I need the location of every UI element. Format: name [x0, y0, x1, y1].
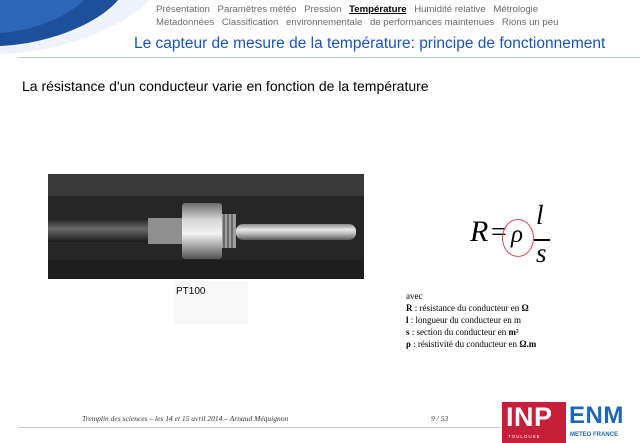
nav-item-performances[interactable]: de performances maintenues	[369, 16, 495, 28]
photo-caption: PT100	[176, 286, 206, 297]
legend-intro: avec	[406, 291, 423, 301]
nav-item-humidite-relative[interactable]: Humidité relative	[414, 4, 486, 15]
resistance-formula	[470, 201, 570, 273]
nav-item-temperature[interactable]: Température	[349, 4, 407, 15]
nav-item-classification[interactable]: Classification	[221, 16, 279, 28]
pt100-photo	[48, 174, 364, 279]
legend-item: ρ : résistivité du conducteur en Ω.m	[406, 339, 537, 349]
nav-item-environnementale[interactable]: environnementale	[286, 16, 363, 28]
inp-logo: INP TOULOUSE	[502, 402, 566, 443]
footer-divider	[18, 427, 500, 428]
nav-item-metadonnees[interactable]: Métadonnées	[156, 16, 215, 28]
main-nav	[156, 4, 626, 29]
logo-swoosh	[0, 0, 150, 58]
nav-item-parametres-meteo[interactable]: Paramètres météo	[217, 4, 297, 15]
formula-denominator: s	[536, 238, 547, 268]
formula-r: R	[470, 215, 489, 248]
nav-item-rions[interactable]: Rions un peu	[501, 16, 559, 28]
formula-legend	[406, 290, 536, 350]
page-title: Le capteur de mesure de la température: principe de fonctionnement	[134, 35, 606, 52]
enm-logo: ENM METEO FRANCE	[566, 402, 640, 443]
title-divider	[18, 57, 640, 58]
nav-item-metrologie[interactable]: Métrologie	[493, 4, 539, 15]
formula-numerator: l	[536, 200, 544, 230]
formula-equals: =	[491, 217, 507, 248]
formula-rho: ρ	[511, 221, 523, 248]
legend-item: s : section du conducteur en m²	[406, 327, 519, 337]
statement-text: La résistance d'un conducteur varie en fonction de la température	[22, 78, 429, 94]
legend-item: l : longueur du conducteur en m	[406, 315, 521, 325]
page-number: 9 / 53	[431, 414, 449, 423]
nav-item-presentation[interactable]: Présentation	[156, 4, 210, 15]
nav-item-pression[interactable]: Pression	[304, 4, 342, 15]
legend-item: R : résistance du conducteur en Ω	[406, 303, 529, 313]
footer-text: Tremplin des sciences – les 14 et 15 avril 2014 – Arnaud Méquignon	[82, 414, 289, 423]
